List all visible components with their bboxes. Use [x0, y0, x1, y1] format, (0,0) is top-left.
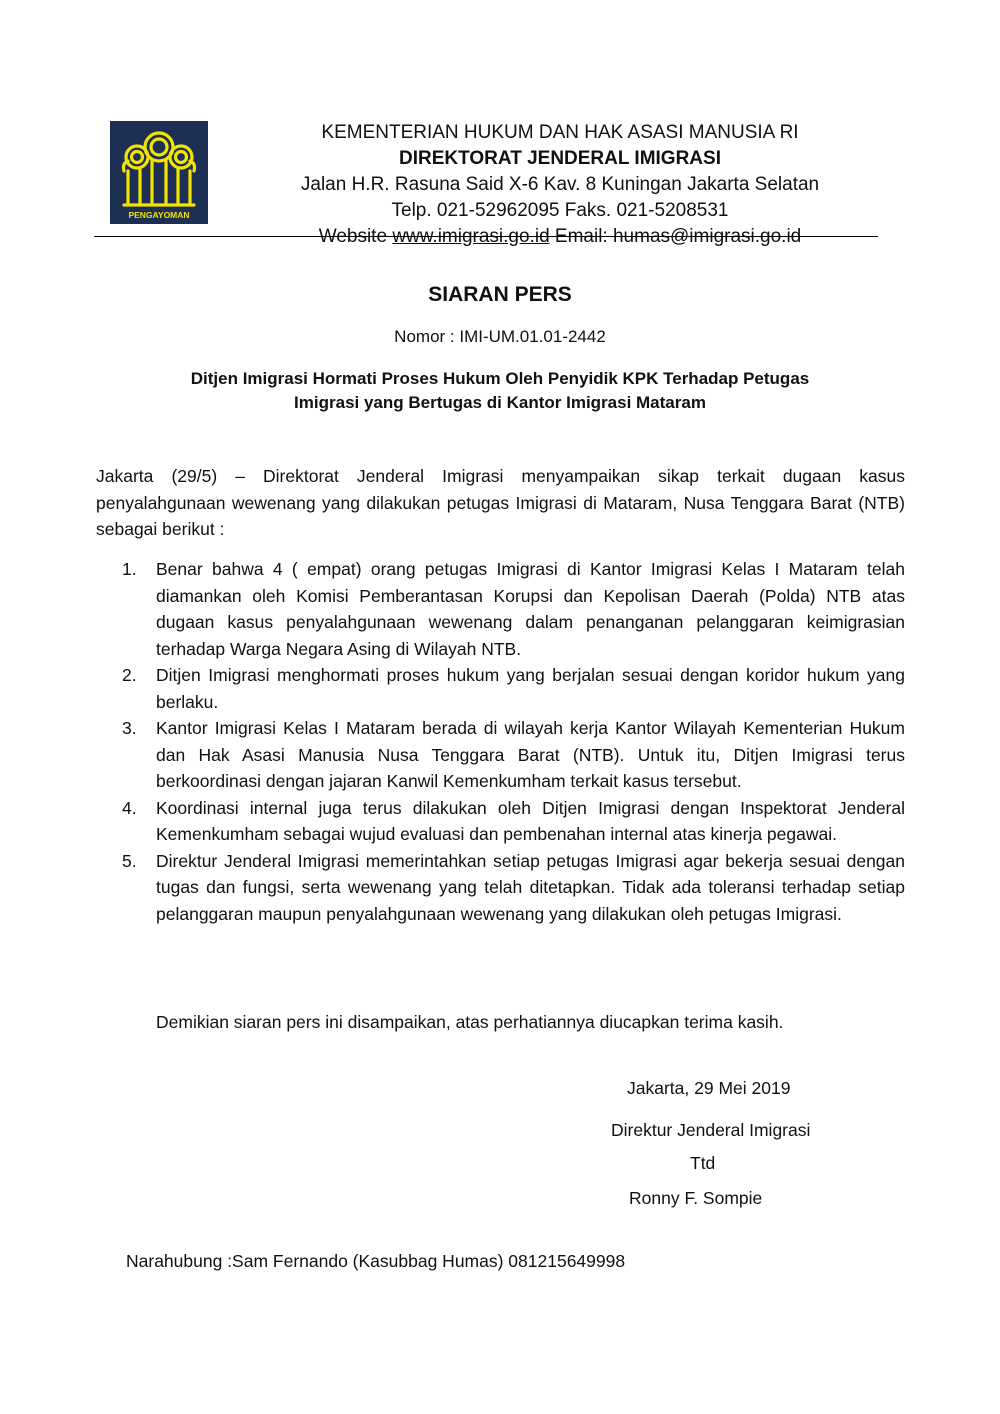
- list-item: [122, 848, 905, 928]
- letterhead-divider: [94, 236, 878, 237]
- list-item-number: 2.: [122, 665, 137, 685]
- points-list: [122, 556, 905, 927]
- letterhead: [260, 120, 860, 250]
- signature-place-date: Jakarta, 29 Mei 2019: [627, 1078, 791, 1098]
- list-item-text: Direktur Jenderal Imigrasi memerintahkan setiap petugas Imigrasi agar bekerja sesuai dengan tugas dan fungsi, serta wewenang yang telah ditetapkan. Tidak ada toleransi terhadap setiap pelanggaran maupun penyalahgunaan wewenang yang dilakukan oleh petugas Imigrasi.: [156, 850, 905, 924]
- signature-ttd: Ttd: [690, 1153, 716, 1173]
- website-email-line: [260, 224, 860, 250]
- website-label: Website: [318, 226, 388, 247]
- signature-position: Direktur Jenderal Imigrasi: [611, 1120, 811, 1140]
- office-address: Jalan H.R. Rasuna Said X-6 Kav. 8 Kuningan Jakarta Selatan: [300, 174, 820, 195]
- intro-paragraph: Jakarta (29/5) – Direktorat Jenderal Imigrasi menyampaikan sikap terkait dugaan kasus penyalahgunaan wewenang yang dilakukan petugas Imigrasi di Mataram, Nusa Tenggara Barat (NTB) sebagai berikut :: [96, 466, 905, 539]
- list-item: [122, 556, 905, 662]
- list-item: [122, 662, 905, 715]
- list-item-text: Ditjen Imigrasi menghormati proses hukum yang berjalan sesuai dengan koridor hukum yang berlaku.: [156, 665, 905, 712]
- subject-line-2: Imigrasi yang Bertugas di Kantor Imigrasi Mataram: [294, 393, 706, 412]
- document-title: SIARAN PERS: [428, 283, 572, 306]
- list-item-text: Kantor Imigrasi Kelas I Mataram berada di wilayah kerja Kantor Wilayah Kementerian Hukum dan Hak Asasi Manusia Nusa Tenggara Barat (NTB). Untuk itu, Ditjen Imigrasi terus berkoordinasi dengan jajaran Kanwil Kemenkumham terkait kasus tersebut.: [156, 718, 905, 791]
- list-item: [122, 715, 905, 795]
- office-phone: Telp. 021-52962095 Faks. 021-5208531: [391, 200, 729, 221]
- list-item-number: 5.: [122, 850, 137, 871]
- list-item-text: Koordinasi internal juga terus dilakukan oleh Ditjen Imigrasi dengan Inspektorat Jenderal Kemenkumham sebagai wujud evaluasi dan pembenahan internal atas kinerja pegawai.: [156, 797, 905, 844]
- list-item-number: 1.: [122, 559, 137, 579]
- ministry-logo: [110, 121, 208, 224]
- list-item: [122, 795, 905, 848]
- list-item-number: 3.: [122, 718, 137, 738]
- contact-person: Narahubung :Sam Fernando (Kasubbag Humas) 081215649998: [126, 1251, 626, 1271]
- pengayoman-emblem-icon: [110, 121, 208, 224]
- email-text: Email: humas@imigrasi.go.id: [554, 226, 802, 247]
- logo-caption: PENGAYOMAN: [128, 210, 190, 220]
- list-item-text: Benar bahwa 4 ( empat) orang petugas Imigrasi di Kantor Imigrasi Kelas I Mataram telah diamankan oleh Komisi Pemberantasan Korupsi dan Kepolisan Daerah (Polda) NTB atas dugaan kasus penyalahgunaan wewenang dalam penanganan pelanggaran keimigrasian terhadap Warga Negara Asing di Wilayah NTB.: [156, 559, 905, 659]
- document-number: Nomor : IMI-UM.01.01-2442: [394, 327, 606, 346]
- website-link[interactable]: www.imigrasi.go.id: [392, 226, 550, 247]
- ministry-name: KEMENTERIAN HUKUM DAN HAK ASASI MANUSIA RI: [321, 122, 799, 143]
- subject-heading: [110, 367, 890, 415]
- closing-paragraph: Demikian siaran pers ini disampaikan, atas perhatiannya diucapkan terima kasih.: [156, 1012, 784, 1032]
- subject-line-1: Ditjen Imigrasi Hormati Proses Hukum Oleh Penyidik KPK Terhadap Petugas: [190, 369, 810, 388]
- directorate-name: DIREKTORAT JENDERAL IMIGRASI: [399, 148, 721, 169]
- list-item-number: 4.: [122, 797, 137, 818]
- signature-name: Ronny F. Sompie: [629, 1188, 763, 1208]
